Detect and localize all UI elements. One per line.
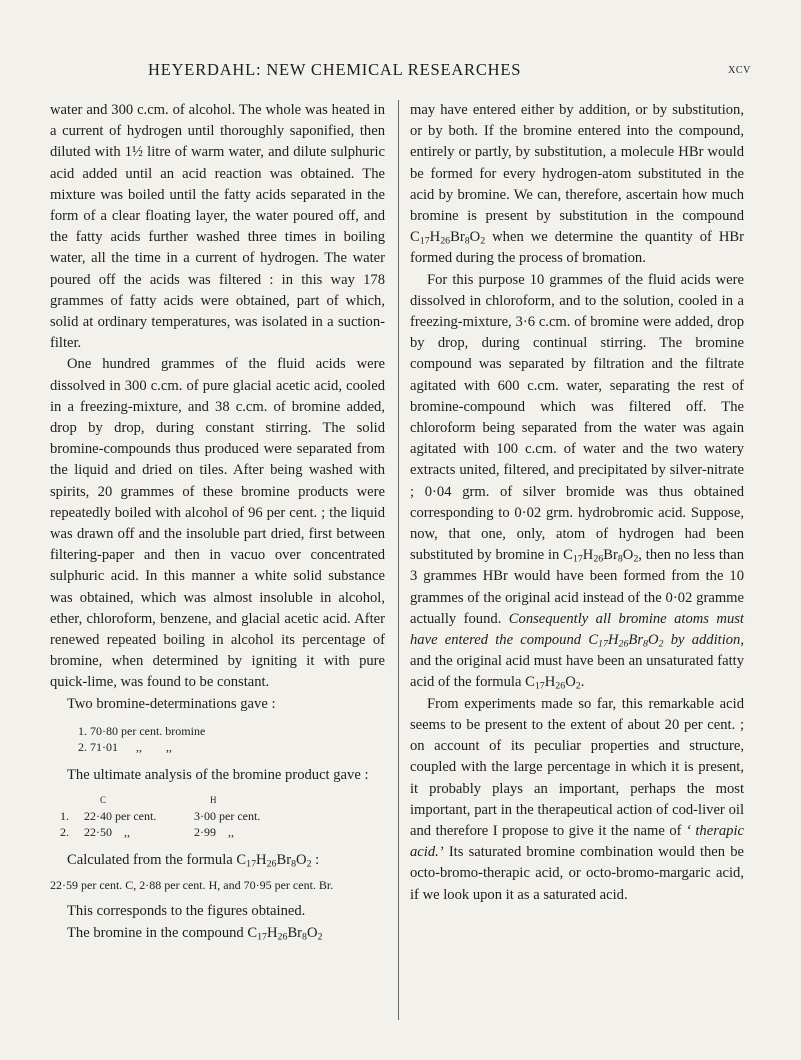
paragraph-ultimate-analysis: The ultimate analysis of the bromine product gave : (67, 766, 369, 783)
analysis-row-num: 2. (60, 825, 69, 840)
left-column (50, 100, 385, 944)
analysis-header-num (50, 792, 84, 808)
text-run: From experiments made so far, this remarkable acid seems to be present to the extent of about 20 per cent. ; on account of its peculiar properties and structure, coupled with the large percentage in which it is present, it probably plays an important, perhaps the most important, part in the therapeutical action of cod-liver oil and therefore I propose to give it the name of (410, 695, 744, 839)
bromine-result-2: 2. 71·01 ,, ,, (78, 739, 172, 754)
calculated-percentages: 22·59 per cent. C, 2·88 per cent. H, and 70·95 per cent. Br. (50, 878, 334, 893)
page-number: xcv (728, 62, 751, 77)
paragraph-calculated-formula: Calculated from the formula $C_{17}H_{26}Br_8O_2$ : (67, 852, 320, 870)
paragraph-addition-substitution (410, 100, 744, 270)
text-run: then no less than 3 grammes HBr would have been formed from the 10 grammes of the original acid instead of the 0·02 gramme actually found. (410, 547, 744, 627)
analysis-row (50, 824, 385, 840)
analysis-row (50, 808, 385, 824)
analysis-table (50, 792, 385, 840)
bromine-result-1: 1. 70·80 per cent. bromine (78, 723, 206, 738)
paragraph-bromine-compound: The bromine in the compound $C_{17}H_{26}Br_8O_2$ (67, 924, 323, 942)
text-run: may have entered either by addition, or by substitution, or by both. If the bromine entered into the compound, entirely or partly, by substitution, a molecule HBr would be formed for every hydrogen-atom substituted in the acid by bromine. We can, therefore, ascertain how much bromine is present by substitution in the compound (410, 102, 744, 225)
analysis-header-carbon: C (100, 795, 107, 806)
analysis-header-hydrogen: H (210, 795, 217, 806)
running-header (0, 60, 801, 84)
paragraph-bromine-determinations: Two bromine-determinations gave : (67, 695, 276, 712)
paragraph-corresponds: This corresponds to the figures obtained. (67, 903, 306, 920)
italic-text: ‘ therapic acid.’ (410, 822, 744, 861)
paragraph-bromination: One hundred grammes of the fluid acids were dissolved in 300 c.cm. of pure glacial acetic acid, cooled in a freezing-mixture, and 38 c.cm. of bromine added, drop by drop, during constant stirring. The solid bromine-compounds thus produced were separated from the liquid and dried on tiles. After being washed with spirits, 20 grammes of these bromine products were repeatedly boiled with alcohol of 96 per cent. ; the liquid was drawn off and the insoluble part dried, first between filtering-paper and then in vacuo over concentrated sulphuric acid. In this manner a white solid substance was obtained, which was almost insoluble in alcohol, ether, chloroform, benzene, and glacial acetic acid. After renewed repeated boiling in alcohol its percentage of bromine, when determined by igniting it with pure quick-lime, was found to be constant. (50, 356, 385, 691)
text-run: Its saturated bromine combination would then be octo-bromo-therapic acid, or octo-bromo-margaric acid, if we look upon it as a saturated acid. (410, 844, 744, 903)
text-run: when we determine the quantity of HBr formed during the process of bromation. (410, 229, 745, 267)
italic-text: Consequently all bromine atoms must have entered the compound (410, 610, 744, 649)
italic-text: by addition (670, 632, 741, 649)
paragraph-saponification: water and 300 c.cm. of alcohol. The whole was heated in a current of hydrogen until thoroughly saponified, then diluted with 1½ litre of warm water, and dilute sulphuric acid added until an acid reaction was obtained. The mixture was boiled until the fatty acids separated in the form of a clear floating layer, the water poured off, and the fatty acids further washed three times in boiling water, all the time in a current of hydrogen. The water poured off the acids was filtered : in this way 178 grammes of fatty acids were obtained, part of which, solid at ordinary temperatures, was isolated in a suction-filter. (50, 102, 385, 352)
paragraph-experiment: For this purpose 10 grammes of the fluid acids were dissolved in chloroform, and to the solution, cooled in a freezing-mixture, 3·6 c.cm. of bromine were added, drop by drop, during continual stirring. The bromine compound was separated by filtration and the filtrate agitated with 600 c.cm. water, separating the rest of bromine-compound which was filtered off. The chloroform being separated from the water was again agitated with 100 c.cm. of water and the two watery extracts united, filtered, and precipitated by silver-nitrate ; 0·04 grm. of silver bromide was thus obtained corresponding to 0·02 grm. hydrobromic acid. Suppose, now, that one, only, atom of hydrogen had been substituted by bromine in $C_{17}H_{26}Br_8O_2$, then no less than 3 grammes HBr would have been formed from the 10 grammes of the original acid instead of the 0·02 gramme actually found. Consequently all bromine atoms must have entered the compound $C_{17}H_{26}Br_8O_2$ by addition, and the original acid must have been an unsaturated fatty acid of the formula $C_{17}H_{26}O_2$. (410, 271, 744, 692)
paragraph-therapic-acid (410, 694, 744, 906)
bromine-results-list (78, 723, 385, 755)
chemical-formula: $C_{17}H_{26}Br_8O_2$ (410, 229, 486, 247)
text-run: , and the original acid must have been an unsaturated fatty acid of the formula (410, 632, 744, 691)
analysis-row-carbon: 22·40 per cent. (84, 809, 157, 824)
chemical-formula: $C_{17}H_{26}O_2$. (525, 674, 585, 692)
analysis-row-hydrogen: 3·00 per cent. (194, 809, 261, 824)
analysis-row-carbon: 22·50 ,, (84, 825, 130, 840)
chemical-formula: $C_{17}H_{26}Br_8O_2$ (588, 632, 664, 650)
analysis-row-hydrogen: 2·99 ,, (194, 825, 234, 840)
analysis-row-num: 1. (60, 809, 69, 824)
text-run: For this purpose 10 grammes of the fluid acids were dissolved in chloroform, and to the solution, cooled in a freezing-mixture, 3·6 c.cm. of bromine were added, drop by drop, during continual stirring. The bromine compound was separated by filtration and the filtrate agitated with 600 c.cm. water, separating the rest of bromine-compound which was filtered off. The chloroform being separated from the water was again agitated with 100 c.cm. of water and the two watery extracts united, filtered, and precipitated by silver-nitrate ; 0·04 grm. of silver bromide was thus obtained corresponding to 0·02 grm. hydrobromic acid. Suppose, now, that one, only, atom of hydrogen had been substituted by bromine in (410, 271, 744, 564)
chemical-formula: $C_{17}H_{26}Br_8O_2$ (563, 547, 639, 565)
right-column (410, 100, 744, 906)
analysis-table-header (50, 792, 385, 808)
header-title: HEYERDAHL: NEW CHEMICAL RESEARCHES (148, 60, 522, 79)
column-divider (398, 100, 399, 1020)
